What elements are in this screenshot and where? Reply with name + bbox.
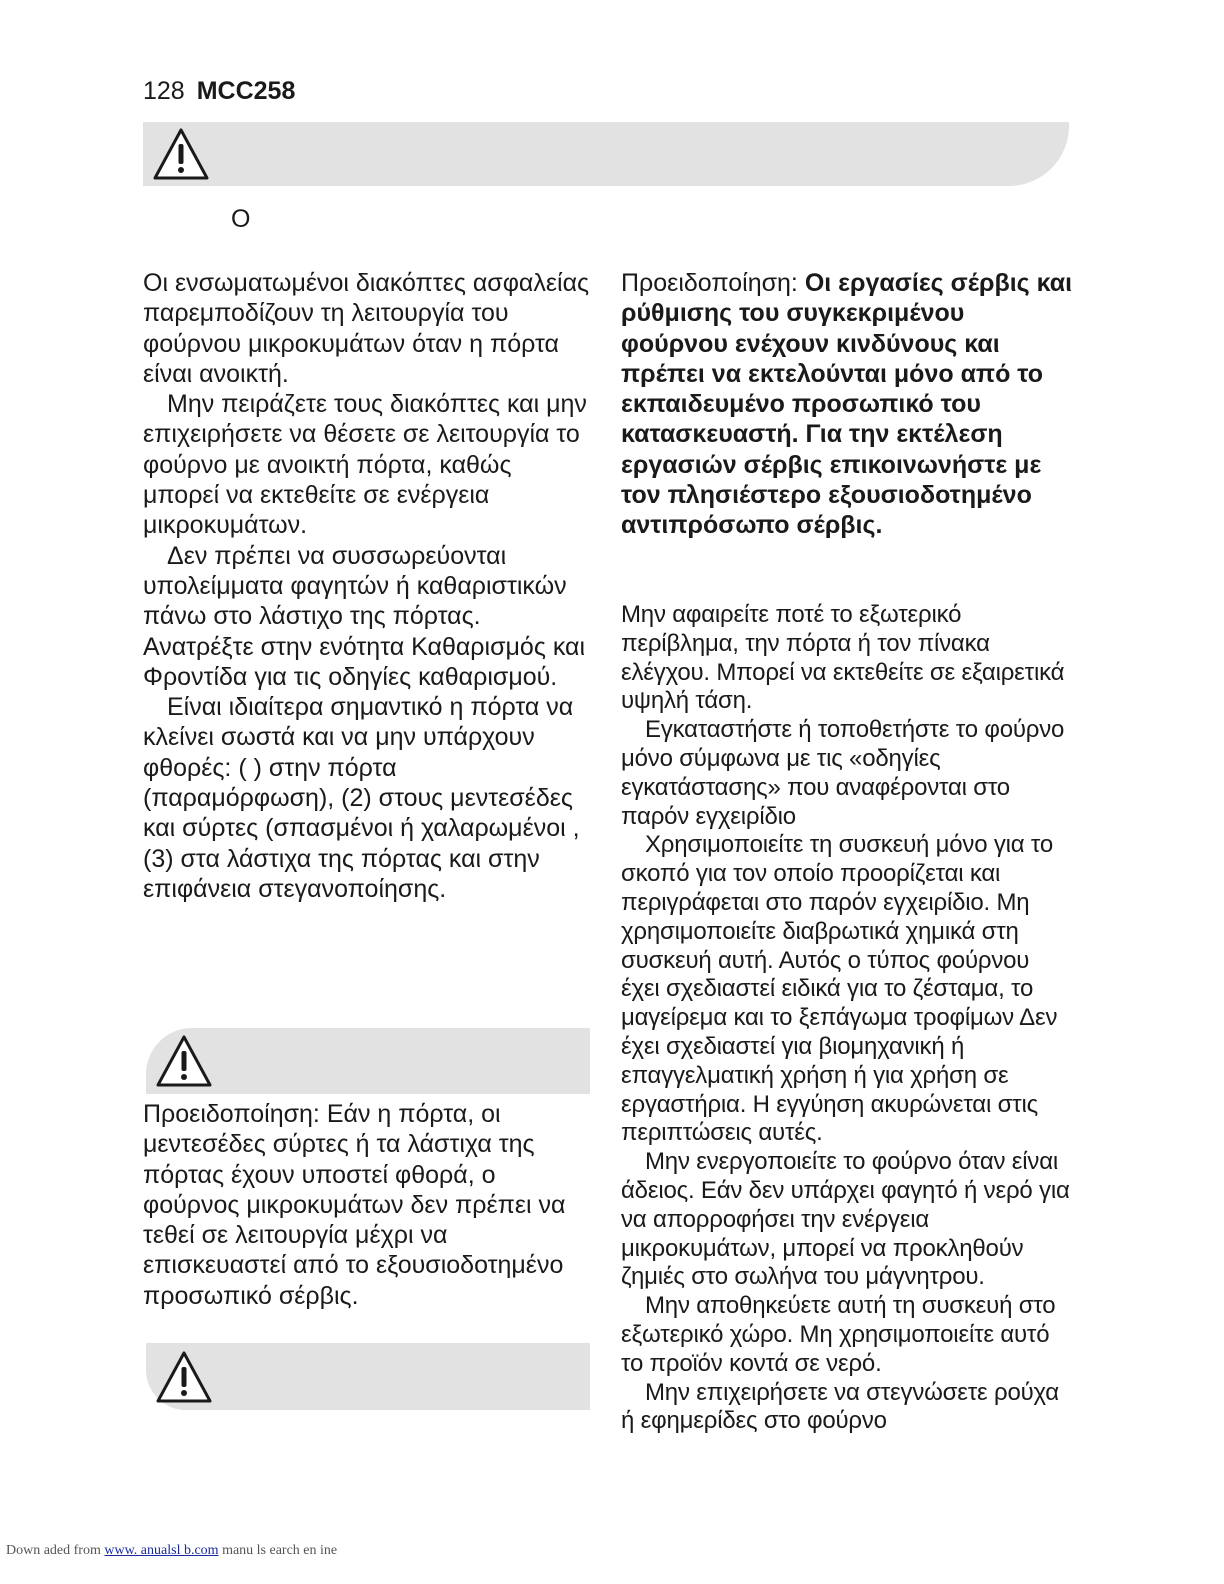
warning-triangle-icon [151,126,211,182]
paragraph: Μην επιχειρήσετε να στεγνώσετε ρούχα ή εφημερίδες στο φούρνο [621,1378,1059,1435]
service-warning [621,268,1073,541]
paragraph: Χρησιμοποιείτε τη συσκευή μόνο για το σκοπό για τον οποίο προορίζεται και περιγράφεται στο παρόν εγχειρίδιο. Μη χρησιμοποιείτε διαβρωτικά χημικά στη συσκευή αυτή. Αυτός ο τύπος φούρνου έχει σχεδιαστεί ειδικά για το ζέσταμα, το μαγείρεμα και το ξεπάγωμα τροφίμων Δεν έχει σχεδιαστεί για βιομηχανική ή επαγγελματική χρήση ή για χρήση σε εργαστήρια. Η εγγύηση ακυρώνεται στις περιπτώσεις αυτές. [621,831,1058,1147]
door-damage-warning [143,1099,595,1311]
paragraph: Δεν πρέπει να συσσωρεύονται υπολείμματα φαγητών ή καθαριστικών πάνω στο λάστιχο της πόρτας. Ανατρέξτε στην ενότητα Καθαρισμός και Φροντίδα για τις οδηγίες καθαρισμού. [143,541,586,691]
footer-link[interactable]: www. anualsl b.com [104,1543,219,1558]
warning-text: Προειδοποίηση: Εάν η πόρτα, οι μεντεσέδες σύρτες ή τα λάστιχα της πόρτας έχουν υποστεί φθορά, ο φούρνος μικροκυμάτων δεν πρέπει να τεθεί σε λειτουργία μέχρι να επισκευαστεί από το εξουσιοδοτημένο προσωπικό σέρβις. [143,1100,566,1310]
warning-triangle-icon [154,1033,214,1089]
paragraph: Οι ενσωματωμένοι διακόπτες ασφαλείας παρεμποδίζουν τη λειτουργία του φούρνου μικροκυμάτων όταν η πόρτα είναι ανοικτή. [143,269,590,388]
paragraph: Είναι ιδιαίτερα σημαντικό η πόρτα να κλείνει σωστά και να μην υπάρχουν φθορές: ( ) στην πόρτα (παραμόρφωση), (2) στους μεντεσέδες και σύρτες (σπασμένοι ή χαλαρωμένοι , (3) στα λάστιχα της πόρτας και στην επιφάνεια στεγανοποίησης. [143,693,580,903]
warning-bold-text: Οι εργασίες σέρβις και ρύθμισης του συγκεκριμένου φούρνου ενέχουν κινδύνους και πρέπει να εκτελούνται μόνο από το εκπαιδευμένο προσωπικό του κατασκευαστή. Για την εκτέλεση εργασιών σέρβις επικοινωνήστε με τον πλησιέστερο εξουσιοδοτημένο αντιπρόσωπο σέρβις. [621,269,1073,540]
download-footer [6,1543,337,1559]
warning-banner-bottom [146,1343,590,1410]
paragraph: Μην αφαιρείτε ποτέ το εξωτερικό περίβλημα, την πόρτα ή τον πίνακα ελέγχου. Μπορεί να εκτεθείτε σε εξαιρετικά υψηλή τάση. [621,601,1065,715]
page-header [143,76,295,106]
left-column [143,268,593,904]
paragraph: Εγκαταστήστε ή τοποθετήστε το φούρνο μόνο σύμφωνα με τις «οδηγίες εγκατάστασης» που αναφέρονται στο παρόν εγχειρίδιο [621,716,1065,830]
right-column [621,601,1073,1436]
paragraph: Μην πειράζετε τους διακόπτες και μην επιχειρήσετε να θέσετε σε λειτουργία το φούρνο με ανοικτή πόρτα, καθώς μπορεί να εκτεθείτε σε ενέργεια μικροκυμάτων. [143,390,587,540]
paragraph: Μην αποθηκεύετε αυτή τη συσκευή στο εξωτερικό χώρο. Μη χρησιμοποιείτε αυτό το προϊόν κοντά σε νερό. [621,1292,1056,1377]
warning-text [621,268,1073,541]
paragraph: Μην ενεργοποιείτε το φούρνο όταν είναι άδειος. Εάν δεν υπάρχει φαγητό ή νερό για να απορροφήσει την ενέργεια μικροκυμάτων, μπορεί να προκληθούν ζημιές στο σωλήνα του μάγνητρου. [621,1148,1070,1291]
footer-suffix: manu ls earch en ine [218,1543,338,1558]
model-name: MCC258 [196,77,296,105]
warning-prefix: Προειδοποίηση: [621,269,805,297]
warning-banner-door [146,1028,590,1094]
section-letter: O [231,205,251,233]
footer-prefix: Down aded from [6,1543,105,1558]
warning-banner-top [143,122,1069,186]
page-number: 128 [143,77,185,105]
warning-triangle-icon [154,1349,214,1405]
